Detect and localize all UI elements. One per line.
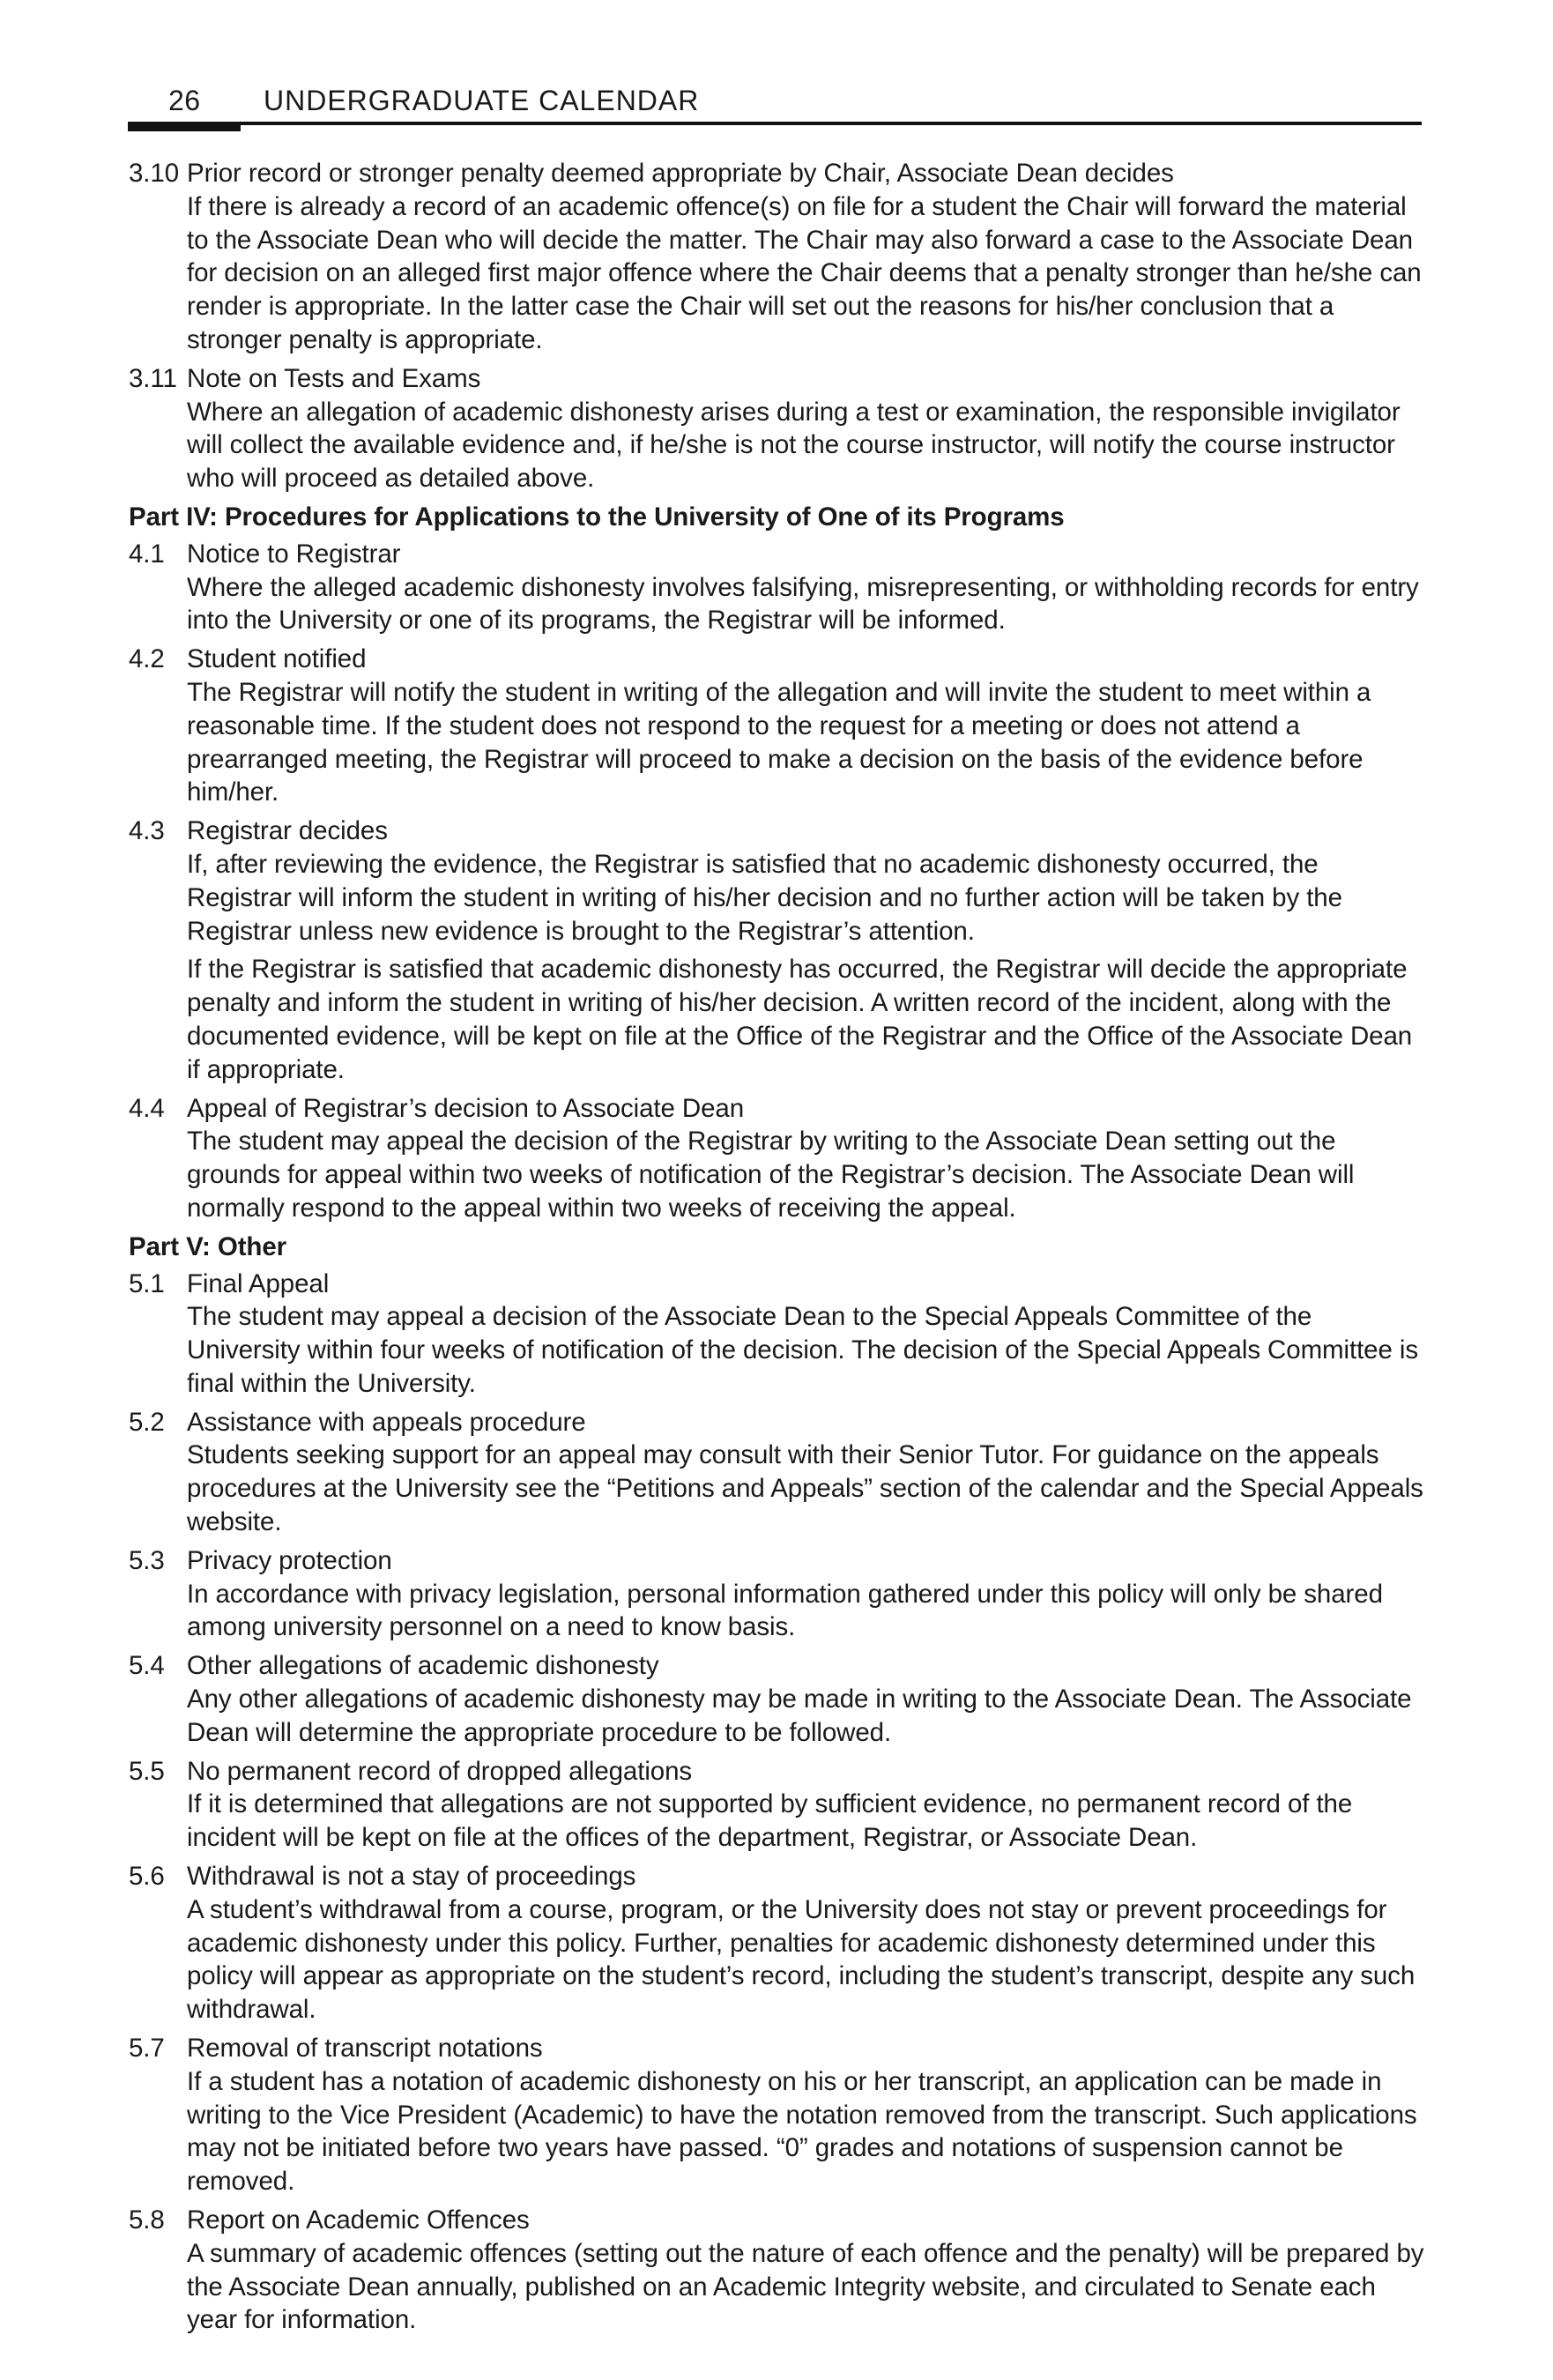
section-paragraph: A summary of academic offences (setting out the nature of each offence and the penalty) will be prepared by the Associate Dean annually, published on an Academic Integrity website, and circulated to Senate each year for information. (187, 2238, 1424, 2335)
section-number: 5.3 (129, 1545, 165, 1575)
section-number: 3.10 (129, 159, 180, 188)
section-paragraph: The Registrar will notify the student in writing of the allegation and will invite the student to meet within a reasonable time. If the student does not respond to the request for a meeting or does not attend a prearranged meeting, the Registrar will proceed to make a decision on the basis of the evidence before him/her. (187, 677, 1371, 807)
section-number: 4.2 (129, 644, 165, 674)
section-item (129, 1649, 1424, 1749)
section-heading (129, 1544, 1424, 1578)
section-item (129, 157, 1424, 357)
running-head: UNDERGRADUATE CALENDAR (264, 85, 700, 116)
header-tab-bar (128, 122, 241, 131)
section-title: Assistance with appeals procedure (187, 1407, 586, 1437)
section-paragraph: The student may appeal a decision of the Associate Dean to the Special Appeals Committee of the University within four weeks of notification of the decision. The decision of the Special Appeals Committee is final within the University. (187, 1302, 1418, 1398)
section-item (129, 1544, 1424, 1644)
section-item (129, 2032, 1424, 2198)
page-header (128, 81, 1422, 125)
section-title: Note on Tests and Exams (187, 363, 481, 393)
section-item (129, 1268, 1424, 1401)
section-heading (129, 538, 1424, 571)
section-paragraph: The student may appeal the decision of the Registrar by writing to the Associate Dean setting out the grounds for appeal within two weeks of notification of the Registrar’s decision. The Associate Dean will normally respond to the appeal within two weeks of receiving the appeal. (187, 1127, 1355, 1223)
section-title: Other allegations of academic dishonesty (187, 1651, 659, 1681)
section-title: Privacy protection (187, 1545, 392, 1575)
section-title: Appeal of Registrar’s decision to Associate Dean (187, 1093, 744, 1123)
section-heading (129, 2204, 1424, 2237)
section-item (129, 1755, 1424, 1855)
part-heading: Part IV: Procedures for Applications to the University of One of its Programs (129, 502, 1065, 532)
section-number: 5.5 (129, 1756, 165, 1786)
part-heading: Part V: Other (129, 1231, 287, 1261)
section-heading (129, 1755, 1424, 1789)
page-number: 26 (168, 85, 201, 116)
section-heading (129, 1268, 1424, 1301)
section-heading (129, 157, 1424, 190)
section-number: 4.3 (129, 816, 165, 846)
section-item (129, 643, 1424, 809)
section-heading (129, 814, 1424, 848)
section-title: Report on Academic Offences (187, 2205, 530, 2235)
section-number: 4.4 (129, 1093, 165, 1123)
section-item (129, 362, 1424, 495)
section-title: Prior record or stronger penalty deemed appropriate by Chair, Associate Dean decides (187, 159, 1174, 188)
section-title: Withdrawal is not a stay of proceedings (187, 1862, 636, 1892)
section-title: No permanent record of dropped allegations (187, 1756, 693, 1786)
section-paragraph: If, after reviewing the evidence, the Registrar is satisfied that no academic dishonesty occurred, the Registrar will inform the student in writing of his/her decision and no further action will be taken by the Registrar unless new evidence is brought to the Registrar’s attention. (187, 849, 1342, 946)
section-item (129, 2204, 1424, 2337)
section-number: 5.7 (129, 2034, 165, 2064)
section-paragraph: If there is already a record of an academic offence(s) on file for a student the Chair will forward the material to the Associate Dean who will decide the matter. The Chair may also forward a case to the Associate Dean for decision on an alleged first major offence where the Chair deems that a penalty stronger than he/she can render is appropriate. In the latter case the Chair will set out the reasons for his/her conclusion that a stronger penalty is appropriate. (187, 191, 1422, 354)
document-body (129, 157, 1424, 2342)
section-paragraph: Students seeking support for an appeal may consult with their Senior Tutor. For guidance on the appeals procedures at the University see the “Petitions and Appeals” section of the calendar and the Special Appeals website. (187, 1440, 1423, 1537)
section-title: Notice to Registrar (187, 539, 401, 569)
section-paragraph: If a student has a notation of academic dishonesty on his or her transcript, an application can be made in writing to the Vice President (Academic) to have the notation removed from the transcript. Such applications may not be initiated before two years have passed. “0” grades and notations of suspension cannot be removed. (187, 2066, 1417, 2197)
section-title: Removal of transcript notations (187, 2034, 543, 2064)
section-heading (129, 1649, 1424, 1683)
section-title: Student notified (187, 644, 367, 674)
section-number: 5.6 (129, 1862, 165, 1892)
section-heading (129, 1092, 1424, 1126)
section-heading (129, 1860, 1424, 1893)
section-item (129, 538, 1424, 637)
section-paragraph: If it is determined that allegations are not supported by sufficient evidence, no permanent record of the incident will be kept on file at the offices of the department, Registrar, or Associate Dean. (187, 1789, 1353, 1853)
section-paragraph: A student’s withdrawal from a course, program, or the University does not stay or prevent proceedings for academic dishonesty under this policy. Further, penalties for academic dishonesty determined under this policy will appear as appropriate on the student’s record, including the student’s transcript, despite any such withdrawal. (187, 1894, 1416, 2025)
section-number: 5.1 (129, 1268, 165, 1298)
section-number: 3.11 (129, 363, 177, 393)
section-paragraph: Where an allegation of academic dishonesty arises during a test or examination, the responsible invigilator will collect the available evidence and, if he/she is not the course instructor, will notify the course instructor who will proceed as detailed above. (187, 397, 1401, 494)
section-paragraph: In accordance with privacy legislation, personal information gathered under this policy will only be shared among university personnel on a need to know basis. (187, 1579, 1383, 1642)
section-number: 5.4 (129, 1651, 165, 1681)
section-heading (129, 2032, 1424, 2065)
section-item (129, 1860, 1424, 2027)
section-item (129, 1092, 1424, 1225)
section-item (129, 814, 1424, 1086)
section-heading (129, 643, 1424, 676)
header-rule (128, 122, 1422, 125)
section-item (129, 1406, 1424, 1539)
section-title: Final Appeal (187, 1268, 330, 1298)
section-paragraph: If the Registrar is satisfied that academic dishonesty has occurred, the Registrar will decide the appropriate penalty and inform the student in writing of his/her decision. A written record of the incident, along with the documented evidence, will be kept on file at the Office of the Registrar and the Office of the Associate Dean if appropriate. (187, 955, 1413, 1084)
section-number: 4.1 (129, 539, 165, 569)
section-heading (129, 362, 1424, 396)
section-number: 5.8 (129, 2205, 165, 2235)
section-heading (129, 1406, 1424, 1439)
section-paragraph: Where the alleged academic dishonesty involves falsifying, misrepresenting, or withholding records for entry into the University or one of its programs, the Registrar will be informed. (187, 572, 1419, 636)
section-title: Registrar decides (187, 816, 388, 846)
section-paragraph: Any other allegations of academic dishonesty may be made in writing to the Associate Dean. The Associate Dean will determine the appropriate procedure to be followed. (187, 1685, 1412, 1747)
section-number: 5.2 (129, 1407, 165, 1437)
